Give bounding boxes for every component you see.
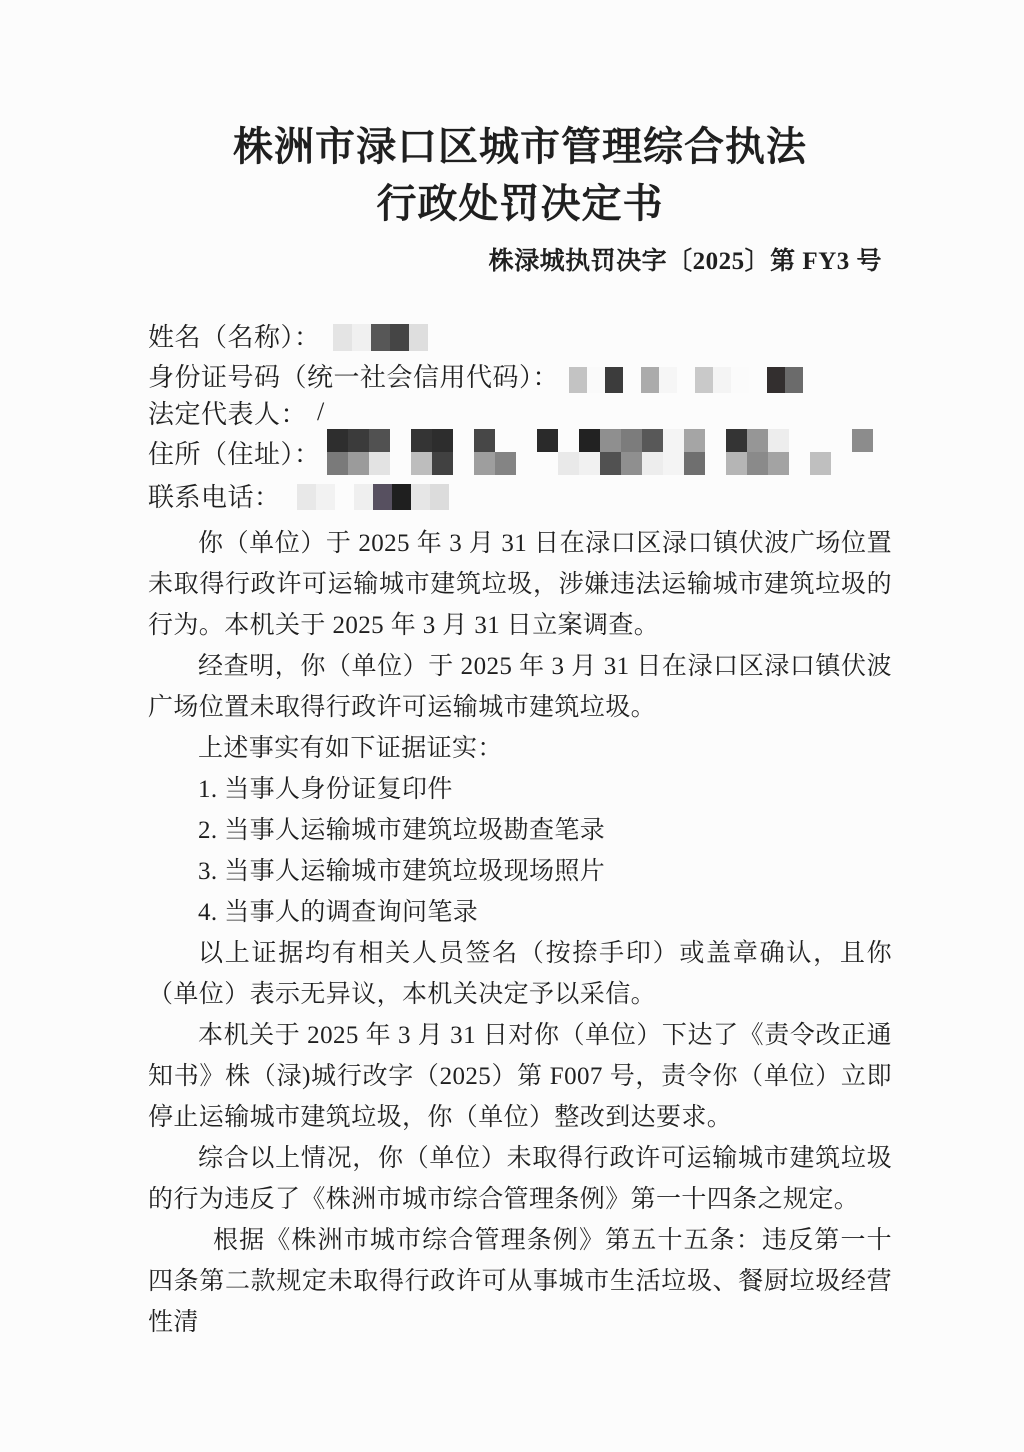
document-title-line1: 株洲市渌口区城市管理综合执法 (233, 124, 807, 169)
evidence-item-1: 1. 当事人身份证复印件 (198, 776, 453, 803)
field-address-label: 住所（住址）： (148, 439, 321, 469)
document-title-line2: 行政处罚决定书 (376, 181, 664, 226)
paragraph-evidence-confirmation: 以上证据均有相关人员签名（按捺手印）或盖章确认，且你（单位）表示无异议，本机关决定予以采信。 (148, 940, 892, 1008)
address-redaction-block (327, 429, 873, 475)
field-address (148, 429, 892, 475)
field-phone (148, 475, 892, 515)
paragraph-legal-basis: 根据《株洲市城市综合管理条例》第五十五条：违反第一十四条第二款规定未取得行政许可从事城市生活垃圾、餐厨垃圾经营性清 (148, 1227, 892, 1336)
field-phone-label: 联系电话： (148, 482, 281, 512)
field-legal-representative-value: / (317, 397, 325, 426)
field-name (148, 315, 892, 355)
paragraph-violation-conclusion: 综合以上情况，你（单位）未取得行政许可运输城市建筑垃圾的行为违反了《株洲市城市综合管理条例》第一十四条之规定。 (148, 1145, 892, 1213)
field-id-number-label: 身份证号码（统一社会信用代码）： (148, 362, 560, 392)
field-legal-representative-label: 法定代表人： (148, 399, 308, 429)
paragraph-facts-1: 你（单位）于 2025 年 3 月 31 日在渌口区渌口镇伏波广场位置未取得行政许可运输城市建筑垃圾，涉嫌违法运输城市建筑垃圾的行为。本机关于 2025 年 3 月 31 日立案调查。 (148, 530, 892, 639)
evidence-item-3: 3. 当事人运输城市建筑垃圾现场照片 (198, 858, 606, 885)
document-body (148, 523, 892, 1343)
paragraph-correction-notice: 本机关于 2025 年 3 月 31 日对你（单位）下达了《责令改正通知书》株（渌)城行改字（2025）第 F007 号，责令你（单位）立即停止运输城市建筑垃圾，你（单位）整改到达要求。 (148, 1022, 892, 1131)
paragraph-facts-2: 经查明，你（单位）于 2025 年 3 月 31 日在渌口区渌口镇伏波广场位置未取得行政许可运输城市建筑垃圾。 (148, 653, 892, 721)
id-number-redaction-block (569, 367, 803, 393)
paragraph-evidence-intro: 上述事实有如下证据证实： (198, 735, 503, 762)
name-redaction-block (333, 324, 428, 351)
field-id-number (148, 355, 892, 395)
evidence-item-4: 4. 当事人的调查询问笔录 (198, 899, 479, 926)
party-info-fields (148, 315, 892, 515)
document-title (148, 118, 892, 232)
phone-redaction-block (297, 484, 449, 510)
evidence-item-2: 2. 当事人运输城市建筑垃圾勘查笔录 (198, 817, 606, 844)
field-name-label: 姓名（名称）： (148, 322, 321, 352)
field-legal-representative (148, 395, 892, 429)
document-number: 株渌城执罚决字〔2025〕第 FY3 号 (488, 248, 882, 275)
